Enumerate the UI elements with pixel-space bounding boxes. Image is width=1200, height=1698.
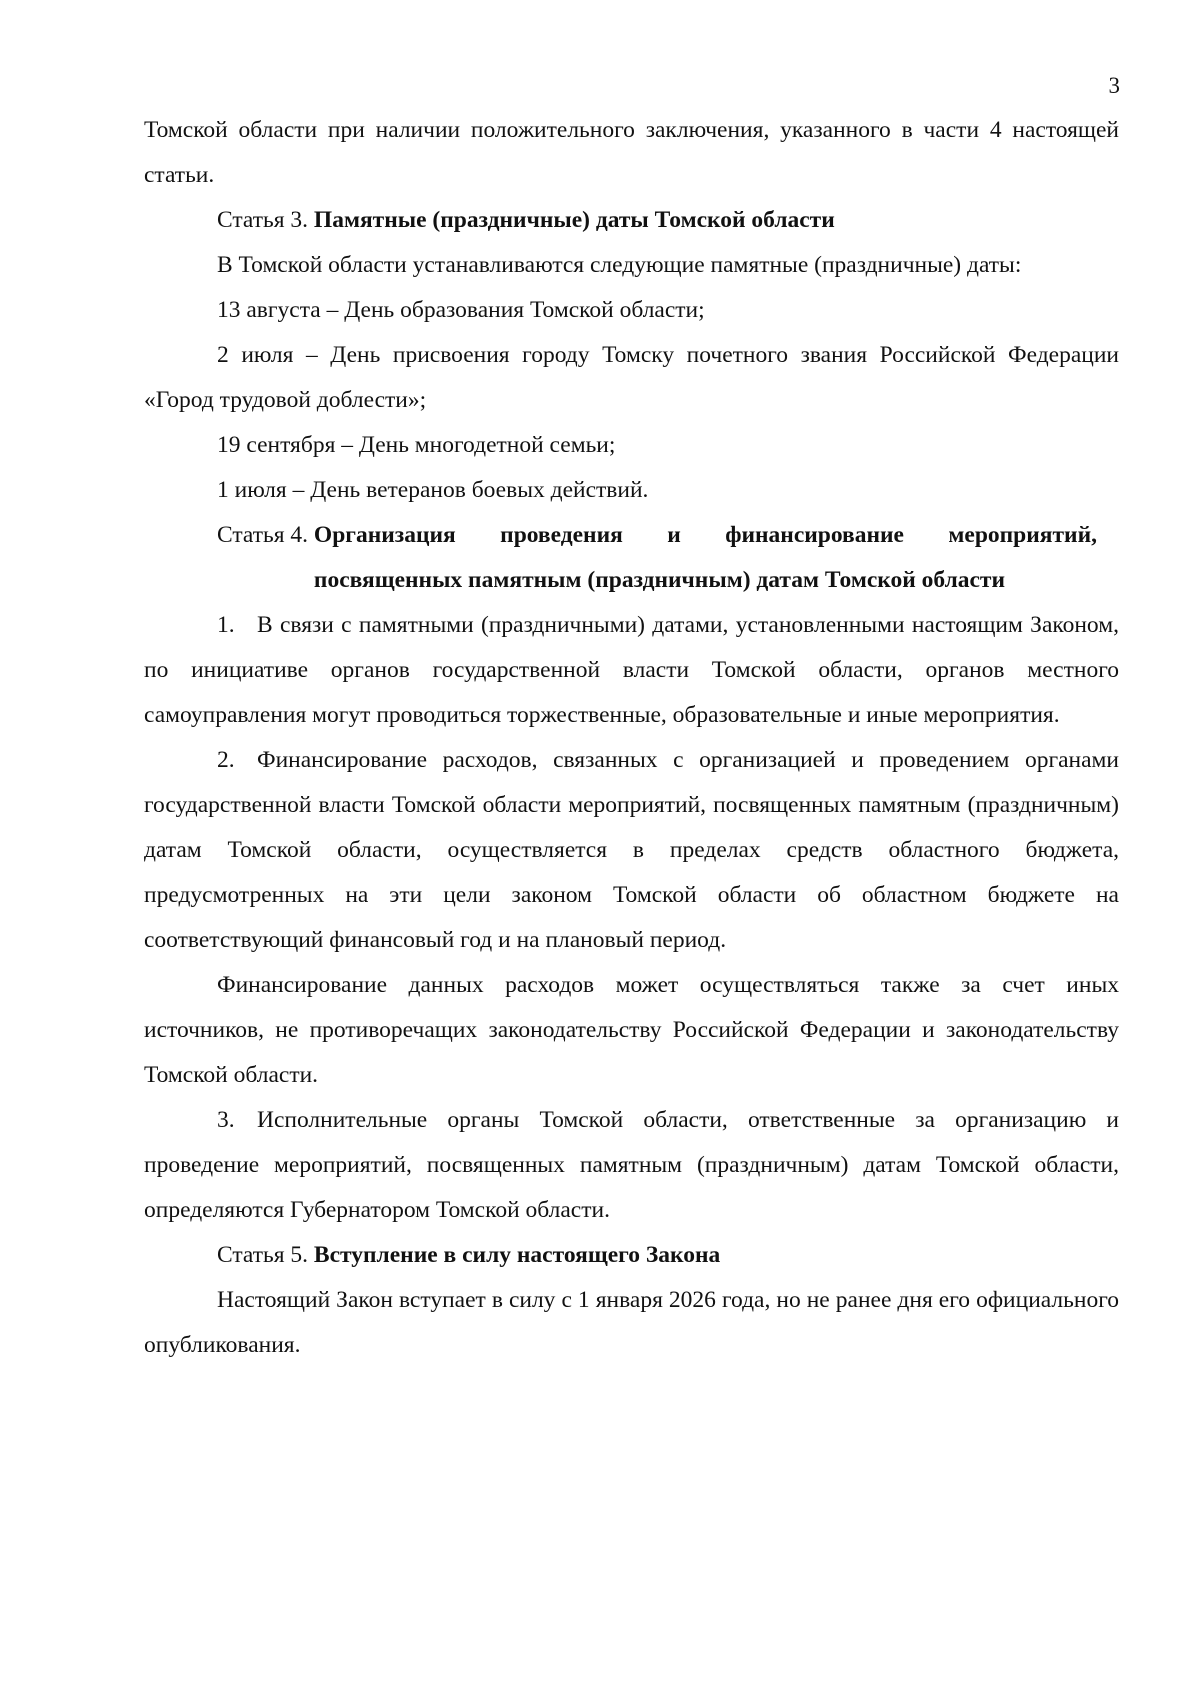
article-4-heading [144,513,1119,603]
article-4-item-3 [144,1098,1119,1233]
item-number: 1. [217,612,235,638]
article-3-title: Памятные (праздничные) даты Томской области [313,207,835,233]
article-5-heading [144,1233,1119,1278]
article-4-item-2 [144,738,1119,963]
article-5-text: Настоящий Закон вступает в силу с 1 января 2026 года, но не ранее дня его официального опубликования. [144,1287,1119,1358]
memorial-date-item: 2 июля – День присвоения городу Томску почетного звания Российской Федерации «Город трудовой доблести»; [144,342,1119,413]
item-number: 2. [217,747,235,773]
document-body [144,108,1119,1368]
article-3-heading [144,198,1119,243]
article-4-item-1 [144,603,1119,738]
item-text: Финансирование расходов, связанных с организацией и проведением органами государственной власти Томской области мероприятий, посвященных памятным (праздничным) датам Томской области, осуществляется в пределах средств областного бюджета, предусмотренных на эти цели законом Томской области об областном бюджете на соответствующий финансовый год и на плановый период. [144,747,1119,953]
item-text: Исполнительные органы Томской области, ответственные за организацию и проведение мероприятий, посвященных памятным (праздничным) датам Томской области, определяются Губернатором Томской области. [144,1107,1119,1223]
article-3-number: Статья 3. [217,207,314,233]
memorial-date-item: 1 июля – День ветеранов боевых действий. [217,477,649,503]
article-5-title: Вступление в силу настоящего Закона [313,1242,721,1268]
article-3-lead: В Томской области устанавливаются следующие памятные (праздничные) даты: [217,252,1022,278]
article-5-number: Статья 5. [217,1242,314,1268]
article-4-number: Статья 4. [217,522,314,548]
intro-paragraph: Томской области при наличии положительного заключения, указанного в части 4 настоящей статьи. [144,117,1119,188]
article-4-title: Организация проведения и финансирование мероприятий, посвященных памятным (праздничным) датам Томской области [313,522,1097,593]
memorial-date-item: 19 сентября – День многодетной семьи; [217,432,616,458]
item-number: 3. [217,1107,235,1133]
page-number: 3 [1108,73,1120,98]
article-4-item-2-continuation: Финансирование данных расходов может осуществляться также за счет иных источников, не противоречащих законодательству Российской Федерации и законодательству Томской области. [144,972,1119,1088]
item-text: В связи с памятными (праздничными) датами, установленными настоящим Законом, по инициативе органов государственной власти Томской области, органов местного самоуправления могут проводиться торжественные, образовательные и иные мероприятия. [144,612,1119,728]
memorial-date-item: 13 августа – День образования Томской области; [217,297,705,323]
